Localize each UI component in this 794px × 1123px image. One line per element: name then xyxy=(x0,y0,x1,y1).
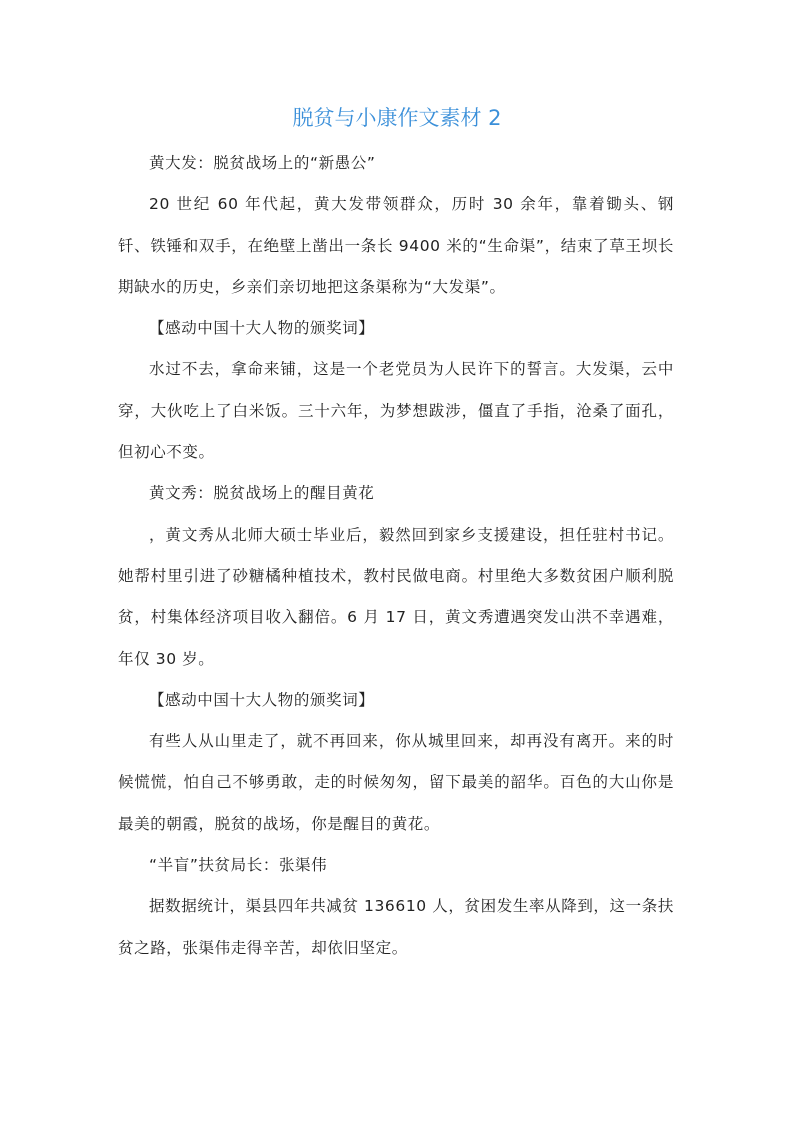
paragraph: 水过不去，拿命来铺，这是一个老党员为人民许下的誓言。大发渠，云中穿，大伙吃上了白米饭。三十六年，为梦想跋涉，僵直了手指，沧桑了面孔，但初心不变。 xyxy=(118,360,674,462)
paragraph-heading-huang-wenxiu: 黄文秀：脱贫战场上的醒目黄花 xyxy=(149,484,375,503)
document-body xyxy=(118,143,674,969)
paragraph-award-heading: 【感动中国十大人物的颁奖词】 xyxy=(149,319,375,338)
document-title: 脱贫与小康作文素材 2 xyxy=(292,106,502,130)
paragraph: ，黄文秀从北师大硕士毕业后，毅然回到家乡支援建设，担任驻村书记。她帮村里引进了砂糖橘种植技术，教村民做电商。村里绝大多数贫困户顺利脱贫，村集体经济项目收入翻倍。6 月 17 日，黄文秀遭遇突发山洪不幸遇难，年仅 30 岁。 xyxy=(118,525,674,668)
paragraph-heading-huang-dafa: 黄大发：脱贫战场上的“新愚公” xyxy=(149,154,376,172)
paragraph-heading-zhang-quwei: “半盲”扶贫局长：张渠伟 xyxy=(149,856,328,875)
paragraph: 据数据统计，渠县四年共减贫 136610 人，贫困发生率从降到，这一条扶贫之路，张渠伟走得辛苦，却依旧坚定。 xyxy=(118,897,674,957)
paragraph-award-heading: 【感动中国十大人物的颁奖词】 xyxy=(149,690,375,709)
paragraph: 有些人从山里走了，就不再回来，你从城里回来，却再没有离开。来的时候慌慌，怕自己不够勇敢，走的时候匆匆，留下最美的韶华。百色的大山你是最美的朝霞，脱贫的战场，你是醒目的黄花。 xyxy=(118,732,674,833)
paragraph: 20 世纪 60 年代起，黄大发带领群众，历时 30 余年，靠着锄头、钢钎、铁锤和双手，在绝壁上凿出一条长 9400 米的“生命渠”，结束了草王坝长期缺水的历史，乡亲们亲切地把这条渠称为“大发渠”。 xyxy=(118,195,674,296)
